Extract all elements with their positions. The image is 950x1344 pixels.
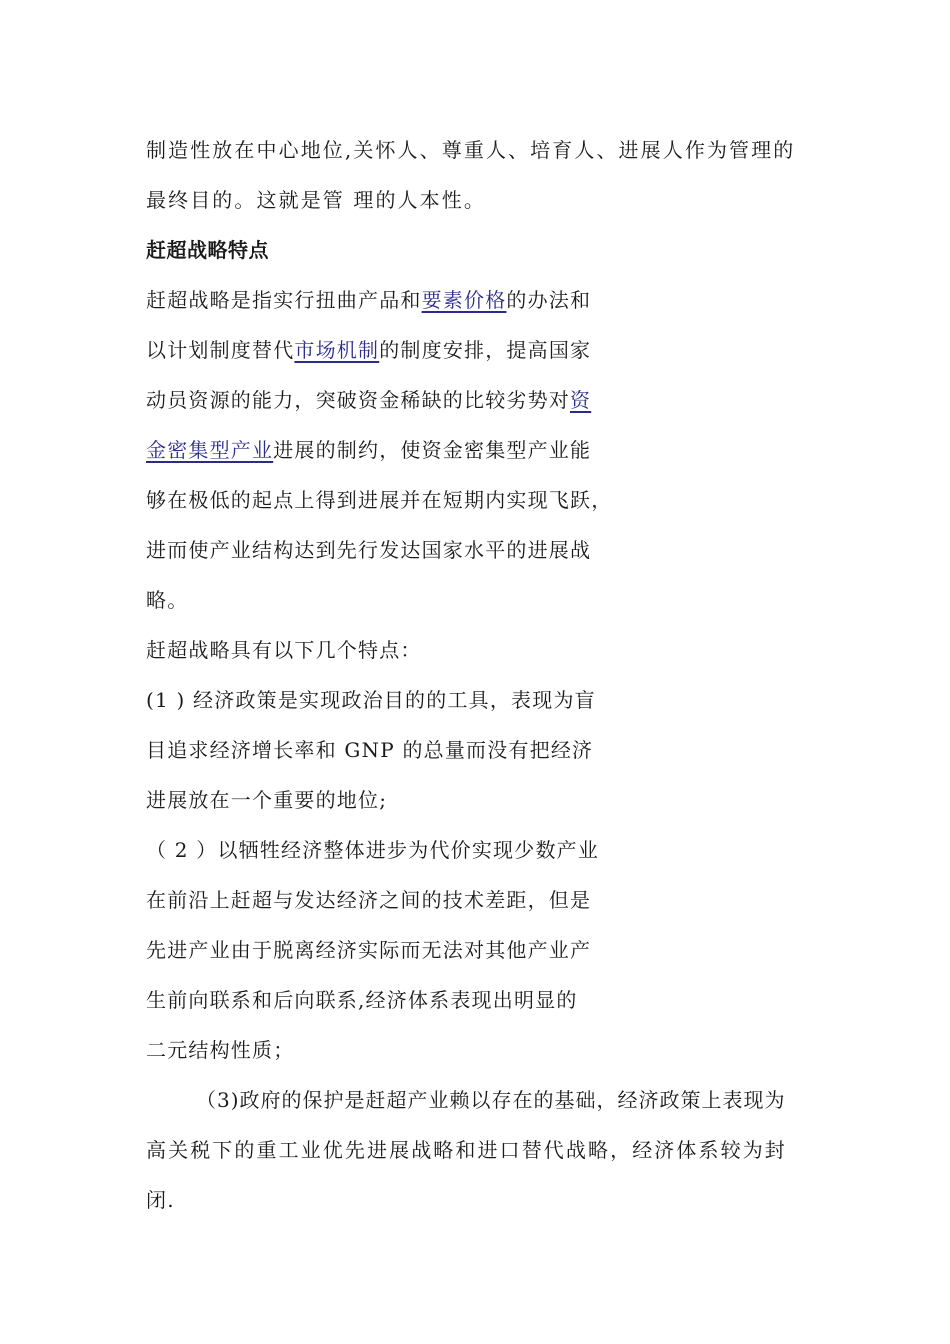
feature-2-line-3: 先进产业由于脱离经济实际而无法对其他产业产 [146,938,592,962]
definition-line-5: 够在极低的起点上得到进展并在短期内实现飞跃， [146,488,613,512]
definition-line-2 [146,336,591,364]
intro-line-2: 最终目的。这就是管 理的人本性。 [146,188,486,212]
feature-1-line-3: 进展放在一个重要的地位; [146,788,388,812]
definition-line-6: 进而使产业结构达到先行发达国家水平的进展战 [146,538,592,562]
link-factor-price[interactable]: 要素价格 [421,288,507,312]
feature-3-line-1: （3)政府的保护是赶超产业赖以存在的基础，经济政策上表现为 [196,1088,786,1112]
definition-line-1 [146,286,591,314]
definition-line-7: 略。 [146,588,189,612]
feature-3-line-3: 闭. [146,1188,175,1212]
text-span: 的制度安排，提高国家 [379,338,592,362]
definition-line-4 [146,436,591,464]
text-span: 以计划制度替代 [146,338,295,362]
text-span: 的办法和 [506,288,592,312]
section-heading: 赶超战略特点 [146,238,269,262]
feature-1-line-2: 目追求经济增长率和 GNP 的总量而没有把经济 [146,738,594,762]
feature-2-line-2: 在前沿上赶超与发达经济之间的技术差距，但是 [146,888,592,912]
text-span: 赶超战略是指实行扭曲产品和 [146,288,422,312]
feature-2-line-5: 二元结构性质； [146,1038,295,1062]
link-market-mechanism[interactable]: 市场机制 [294,338,380,362]
feature-2-line-4: 生前向联系和后向联系,经济体系表现出明显的 [146,988,578,1012]
intro-line-1: 制造性放在中心地位,关怀人、尊重人、培育人、进展人作为管理的 [146,138,796,162]
feature-3-line-2: 高关税下的重工业优先进展战略和进口替代战略，经济体系较为封 [146,1138,787,1162]
link-capital-intensive-industry-part2[interactable]: 金密集型产业 [146,438,274,462]
feature-2-line-1: （ 2 ）以牺牲经济整体进步为代价实现少数产业 [146,838,600,862]
feature-1-line-1: (1 ) 经济政策是实现政治目的的工具，表现为盲 [146,688,596,712]
text-span: 进展的制约，使资金密集型产业能 [273,438,592,462]
text-span: 动员资源的能力，突破资金稀缺的比较劣势对 [146,388,570,412]
link-capital-intensive-industry-part1[interactable]: 资 [570,388,592,412]
definition-line-3 [146,386,591,414]
features-intro: 赶超战略具有以下几个特点： [146,638,422,662]
